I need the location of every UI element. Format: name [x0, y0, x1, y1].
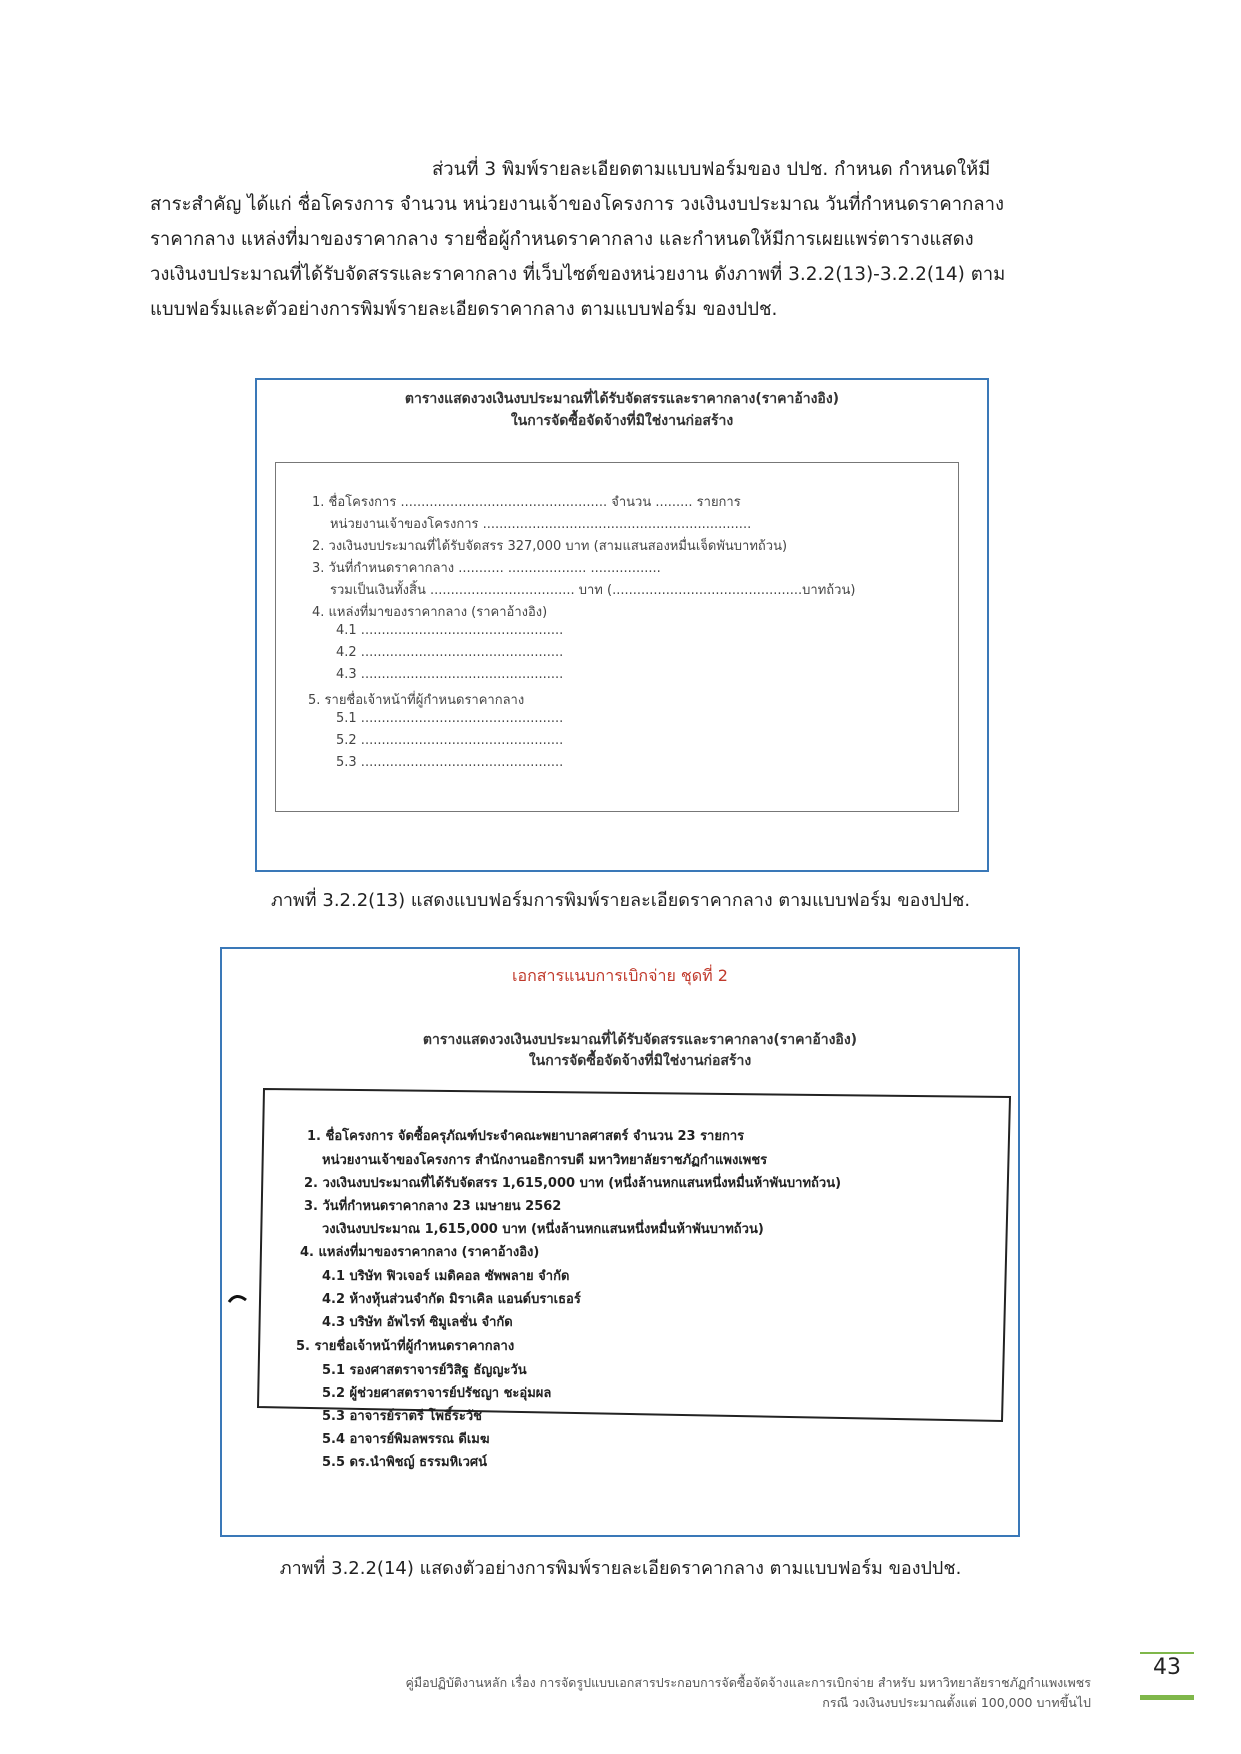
- figure-blank-form: [255, 378, 989, 872]
- form-line: 3. วันที่กำหนดราคากลาง ........... ................... .................: [312, 561, 661, 576]
- page-number-rule-bottom: [1140, 1695, 1194, 1700]
- punch-hole-mark: [229, 1296, 246, 1302]
- form-subtitle: ในการจัดซื้อจัดจ้างที่มิใช่งานก่อสร้าง: [528, 1053, 752, 1069]
- page-number: 43: [1153, 1655, 1181, 1680]
- form-line: วงเงินงบประมาณ 1,615,000 บาท (หนึ่งล้านหกแสนหนึ่งหมื่นห้าพันบาทถ้วน): [322, 1222, 764, 1237]
- figure-caption: ภาพที่ 3.2.2(13) แสดงแบบฟอร์มการพิมพ์รายละเอียดราคากลาง ตามแบบฟอร์ม ของปปช.: [270, 890, 971, 911]
- page-number-rule-top: [1140, 1652, 1194, 1654]
- paragraph-line: วงเงินงบประมาณที่ได้รับจัดสรรและราคากลาง ที่เว็บไซต์ของหน่วยงาน ดังภาพที่ 3.2.2(13)-3.2.2(14) ตาม: [150, 264, 1006, 285]
- paragraph-line: ราคากลาง แหล่งที่มาของราคากลาง รายชื่อผู้กำหนดราคากลาง และกำหนดให้มีการเผยแพร่ตารางแสดง: [150, 229, 974, 250]
- form-line: รวมเป็นเงินทั้งสิ้น ................................... บาท (..............................................บาทถ้วน): [330, 583, 856, 598]
- footer-line: กรณี วงเงินงบประมาณตั้งแต่ 100,000 บาทขึ้นไป: [822, 1695, 1091, 1710]
- form-line: 5.2 .................................................: [336, 733, 564, 748]
- attachment-heading: เอกสารแนบการเบิกจ่าย ชุดที่ 2: [512, 966, 728, 985]
- figure-caption: ภาพที่ 3.2.2(14) แสดงตัวอย่างการพิมพ์รายละเอียดราคากลาง ตามแบบฟอร์ม ของปปช.: [279, 1558, 962, 1579]
- form-line: 2. วงเงินงบประมาณที่ได้รับจัดสรร 1,615,000 บาท (หนึ่งล้านหกแสนหนึ่งหมื่นห้าพันบาทถ้วน): [304, 1176, 842, 1191]
- form-line: 5.1 .................................................: [336, 711, 564, 726]
- form-line: 5.3 อาจารย์ราตรี โพธิ์ระวัช: [322, 1409, 482, 1424]
- figure-filled-example: [220, 947, 1020, 1537]
- form-title: ตารางแสดงวงเงินงบประมาณที่ได้รับจัดสรรและราคากลาง(ราคาอ้างอิง): [422, 1032, 858, 1048]
- form-line: 4.1 .................................................: [336, 623, 564, 638]
- intro-paragraph: [150, 152, 1090, 327]
- form-line: หน่วยงานเจ้าของโครงการ .................................................................: [330, 517, 752, 532]
- form-line: 5.3 .................................................: [336, 755, 564, 770]
- form-line: 4. แหล่งที่มาของราคากลาง (ราคาอ้างอิง): [312, 605, 548, 620]
- form-line: 5. รายชื่อเจ้าหน้าที่ผู้กำหนดราคากลาง: [308, 693, 525, 708]
- form-line: 4.2 ห้างหุ้นส่วนจำกัด มิราเคิล แอนด์บราเธอร์: [322, 1292, 581, 1307]
- form-line: หน่วยงานเจ้าของโครงการ สำนักงานอธิการบดี มหาวิทยาลัยราชภัฏกำแพงเพชร: [322, 1153, 768, 1168]
- form-line: 5.5 ดร.นำพิชญ์ ธรรมหิเวศน์: [322, 1455, 488, 1470]
- form-line: 5.1 รองศาสตราจารย์วิสิฐ ธัญญะวัน: [322, 1363, 527, 1378]
- paragraph-line: ส่วนที่ 3 พิมพ์รายละเอียดตามแบบฟอร์มของ ปปช. กำหนด กำหนดให้มี: [432, 159, 991, 180]
- form-line: 4.3 .................................................: [336, 667, 564, 682]
- form-line: 2. วงเงินงบประมาณที่ได้รับจัดสรร 327,000 บาท (สามแสนสองหมื่นเจ็ดพันบาทถ้วน): [312, 539, 788, 554]
- paragraph-line: สาระสำคัญ ได้แก่ ชื่อโครงการ จำนวน หน่วยงานเจ้าของโครงการ วงเงินงบประมาณ วันที่กำหนดราคากลาง: [150, 194, 1005, 215]
- paragraph-line: แบบฟอร์มและตัวอย่างการพิมพ์รายละเอียดราคากลาง ตามแบบฟอร์ม ของปปช.: [150, 299, 778, 320]
- form-line: 4.2 .................................................: [336, 645, 564, 660]
- form-line: 4. แหล่งที่มาของราคากลาง (ราคาอ้างอิง): [300, 1245, 540, 1260]
- form-line: 3. วันที่กำหนดราคากลาง 23 เมษายน 2562: [304, 1199, 562, 1214]
- form-title: ตารางแสดงวงเงินงบประมาณที่ได้รับจัดสรรและราคากลาง(ราคาอ้างอิง): [404, 391, 840, 407]
- form-line: 1. ชื่อโครงการ จัดซื้อครุภัณฑ์ประจำคณะพยาบาลศาสตร์ จำนวน 23 รายการ: [307, 1129, 745, 1144]
- form-subtitle: ในการจัดซื้อจัดจ้างที่มิใช่งานก่อสร้าง: [510, 413, 734, 429]
- form-line: 1. ชื่อโครงการ .................................................. จำนวน ......... รายการ: [312, 495, 741, 510]
- form-line: 5.2 ผู้ช่วยศาสตราจารย์ปรัชญา ชะอุ่มผล: [322, 1386, 552, 1401]
- footer-line: คู่มือปฏิบัติงานหลัก เรื่อง การจัดรูปแบบเอกสารประกอบการจัดซื้อจัดจ้างและการเบิกจ่าย สำหรับ มหาวิทยาลัยราชภัฏกำแพงเพชร: [405, 1675, 1091, 1690]
- form-line: 5. รายชื่อเจ้าหน้าที่ผู้กำหนดราคากลาง: [296, 1339, 515, 1354]
- form-line: 4.1 บริษัท ฟิวเจอร์ เมดิคอล ซัพพลาย จำกัด: [322, 1269, 570, 1284]
- form-box: [275, 462, 959, 812]
- form-line: 5.4 อาจารย์พิมลพรรณ ดีเมฆ: [322, 1432, 490, 1447]
- form-line: 4.3 บริษัท อัพไรท์ ซิมูเลชั่น จำกัด: [322, 1315, 513, 1330]
